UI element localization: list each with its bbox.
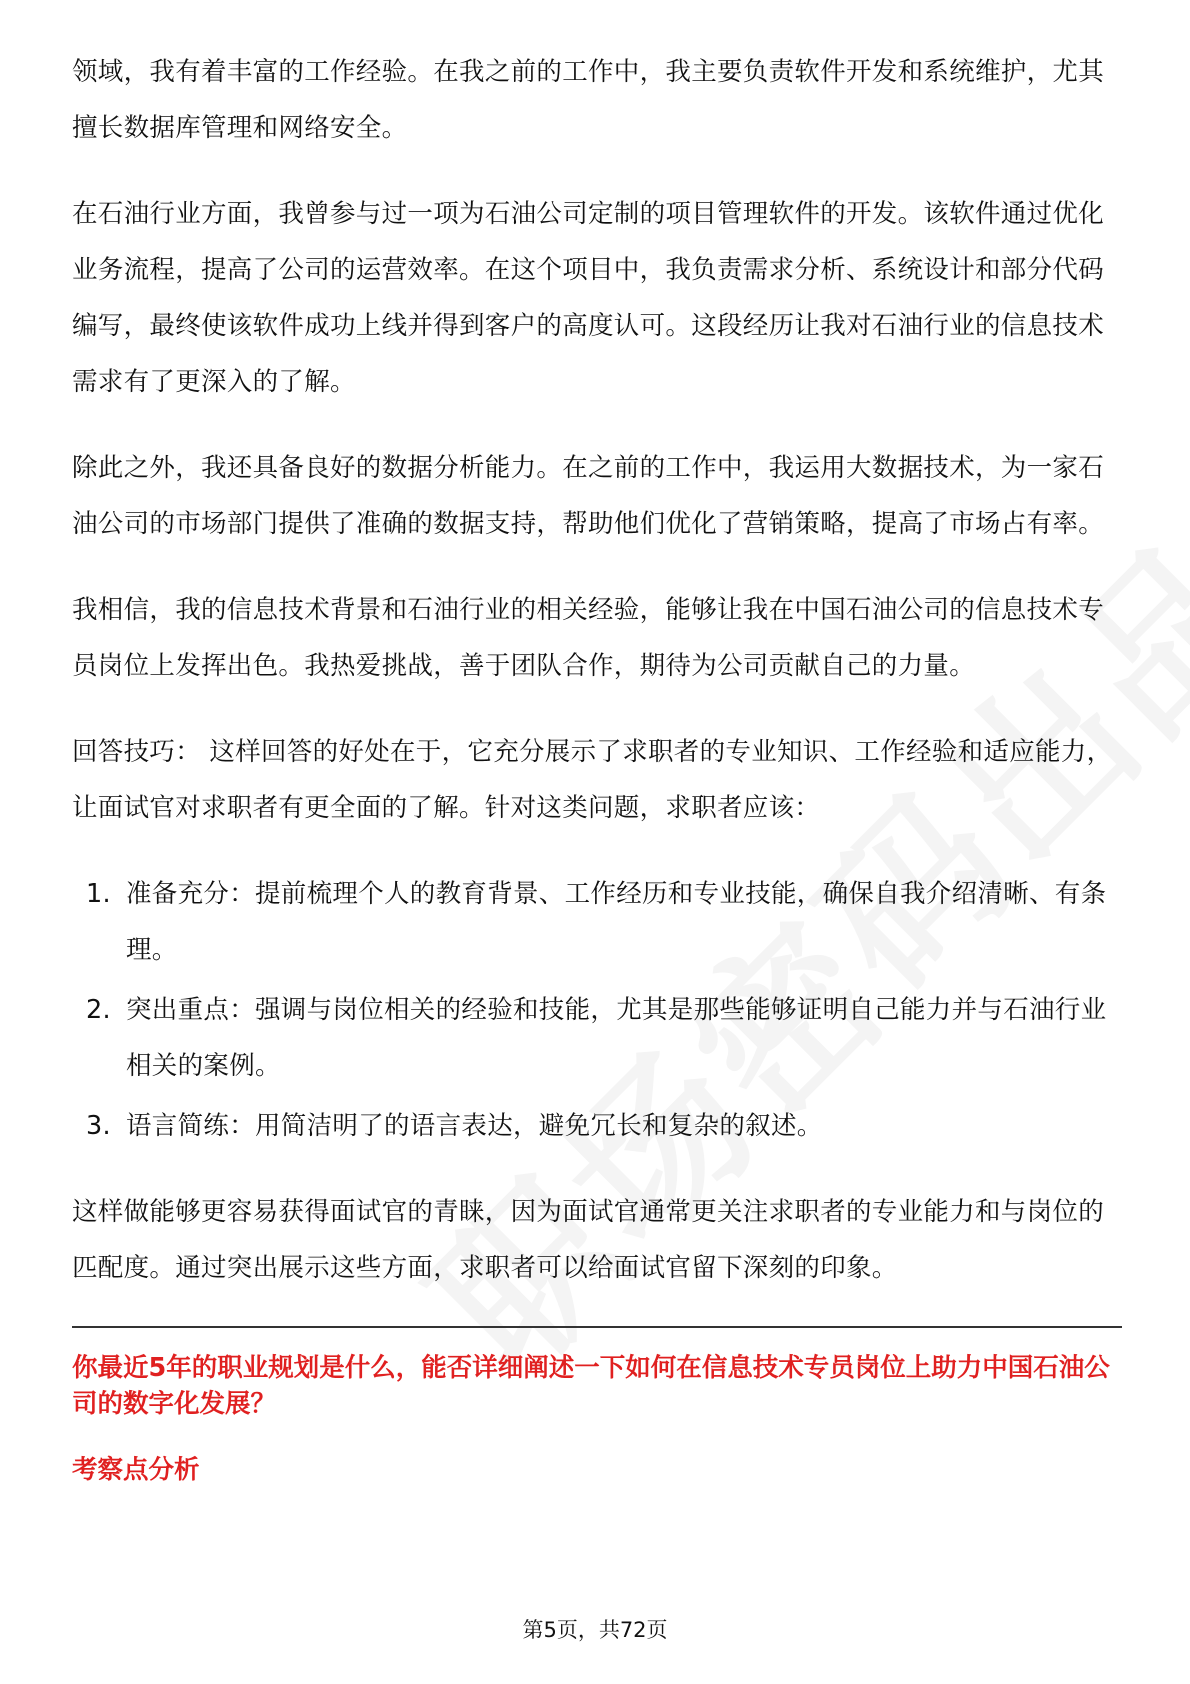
- list-item: [72, 1098, 1122, 1154]
- list-item-text: 语言简练：用简洁明了的语言表达，避免冗长和复杂的叙述。: [126, 1111, 823, 1141]
- paragraph-experience: 领域，我有着丰富的工作经验。在我之前的工作中，我主要负责软件开发和系统维护，尤其擅长数据库管理和网络安全。: [72, 57, 1105, 143]
- list-item-number: 3.: [86, 1111, 111, 1141]
- section-divider: [72, 1326, 1122, 1328]
- list-item-text: 准备充分：提前梳理个人的教育背景、工作经历和专业技能，确保自我介绍清晰、有条理。: [126, 879, 1107, 965]
- list-item: [72, 866, 1122, 978]
- list-item-number: 2.: [86, 995, 111, 1025]
- paragraph-conclusion: 我相信，我的信息技术背景和石油行业的相关经验，能够让我在中国石油公司的信息技术专员岗位上发挥出色。我热爱挑战，善于团队合作，期待为公司贡献自己的力量。: [72, 595, 1105, 681]
- paragraph-closing: 这样做能够更容易获得面试官的青睐，因为面试官通常更关注求职者的专业能力和与岗位的匹配度。通过突出展示这些方面，求职者可以给面试官留下深刻的印象。: [72, 1197, 1105, 1283]
- next-question-heading: 你最近5年的职业规划是什么，能否详细阐述一下如何在信息技术专员岗位上助力中国石油公司的数字化发展？: [72, 1353, 1110, 1419]
- list-item: [72, 982, 1122, 1094]
- list-item-text: 突出重点：强调与岗位相关的经验和技能，尤其是那些能够证明自己能力并与石油行业相关的案例。: [126, 995, 1107, 1081]
- analysis-heading: 考察点分析: [72, 1455, 200, 1485]
- tips-list: [72, 866, 1122, 1154]
- page-footer: 第5页，共72页: [522, 1618, 668, 1642]
- paragraph-data-analysis: 除此之外，我还具备良好的数据分析能力。在之前的工作中，我运用大数据技术，为一家石油公司的市场部门提供了准确的数据支持，帮助他们优化了营销策略，提高了市场占有率。: [72, 453, 1105, 539]
- page-content: [72, 44, 1122, 1488]
- list-item-number: 1.: [86, 879, 111, 909]
- paragraph-answer-tips: 回答技巧： 这样回答的好处在于，它充分展示了求职者的专业知识、工作经验和适应能力，让面试官对求职者有更全面的了解。针对这类问题，求职者应该：: [72, 737, 1113, 823]
- paragraph-petroleum-project: 在石油行业方面，我曾参与过一项为石油公司定制的项目管理软件的开发。该软件通过优化业务流程，提高了公司的运营效率。在这个项目中，我负责需求分析、系统设计和部分代码编写，最终使该软件成功上线并得到客户的高度认可。这段经历让我对石油行业的信息技术需求有了更深入的了解。: [72, 199, 1105, 397]
